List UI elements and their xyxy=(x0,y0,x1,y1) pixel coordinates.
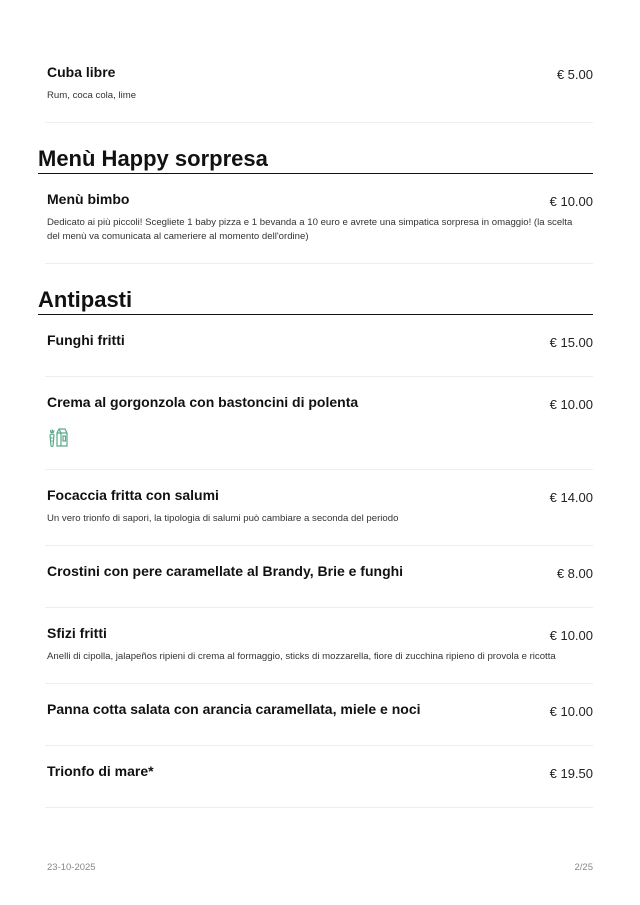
item-description: Dedicato ai più piccoli! Scegliete 1 baby pizza e 1 bevanda a 10 euro e avrete una simpatica sorpresa in omaggio! (la scelta del menù va comunicata al cameriere al momento dell'ordine) xyxy=(47,217,573,242)
footer-date: 23-10-2025 xyxy=(47,862,96,873)
item-price: € 15.00 xyxy=(549,335,593,350)
vegetarian-icon xyxy=(47,435,69,452)
page-footer xyxy=(47,862,593,873)
item-price: € 10.00 xyxy=(549,628,593,643)
menu-item xyxy=(45,608,593,684)
item-price: € 10.00 xyxy=(549,397,593,412)
item-price: € 19.50 xyxy=(549,766,593,781)
section-heading: Menù Happy sorpresa xyxy=(38,145,593,174)
item-name: Crostini con pere caramellate al Brandy, Brie e funghi xyxy=(47,563,404,579)
menu-item xyxy=(45,746,593,808)
menu-item xyxy=(45,470,593,546)
menu-item xyxy=(45,315,593,377)
item-name: Panna cotta salata con arancia caramellata, miele e noci xyxy=(47,701,421,717)
menu-item xyxy=(45,174,593,264)
item-price: € 14.00 xyxy=(549,490,593,505)
menu-item xyxy=(45,684,593,746)
item-name: Menù bimbo xyxy=(47,191,130,207)
item-price: € 10.00 xyxy=(549,704,593,719)
item-name: Focaccia fritta con salumi xyxy=(47,487,219,503)
item-name: Sfizi fritti xyxy=(47,625,107,641)
item-name: Cuba libre xyxy=(47,64,116,80)
item-name: Crema al gorgonzola con bastoncini di polenta xyxy=(47,394,359,410)
item-price: € 8.00 xyxy=(556,566,593,581)
menu-item xyxy=(45,546,593,608)
item-name: Funghi fritti xyxy=(47,332,125,348)
item-description: Un vero trionfo di sapori, la tipologia di salumi può cambiare a seconda del periodo xyxy=(47,513,399,524)
item-name: Trionfo di mare* xyxy=(47,763,154,779)
menu-item xyxy=(45,47,593,123)
menu-page xyxy=(38,47,593,808)
menu-item xyxy=(45,377,593,470)
footer-page-number: 2/25 xyxy=(574,862,593,873)
item-price: € 5.00 xyxy=(556,67,593,82)
item-description: Anelli di cipolla, jalapeños ripieni di crema al formaggio, sticks di mozzarella, fiore di zucchina ripieno di provola e ricotta xyxy=(47,651,556,662)
item-description: Rum, coca cola, lime xyxy=(47,90,137,101)
section-heading: Antipasti xyxy=(38,286,593,315)
item-price: € 10.00 xyxy=(549,194,593,209)
